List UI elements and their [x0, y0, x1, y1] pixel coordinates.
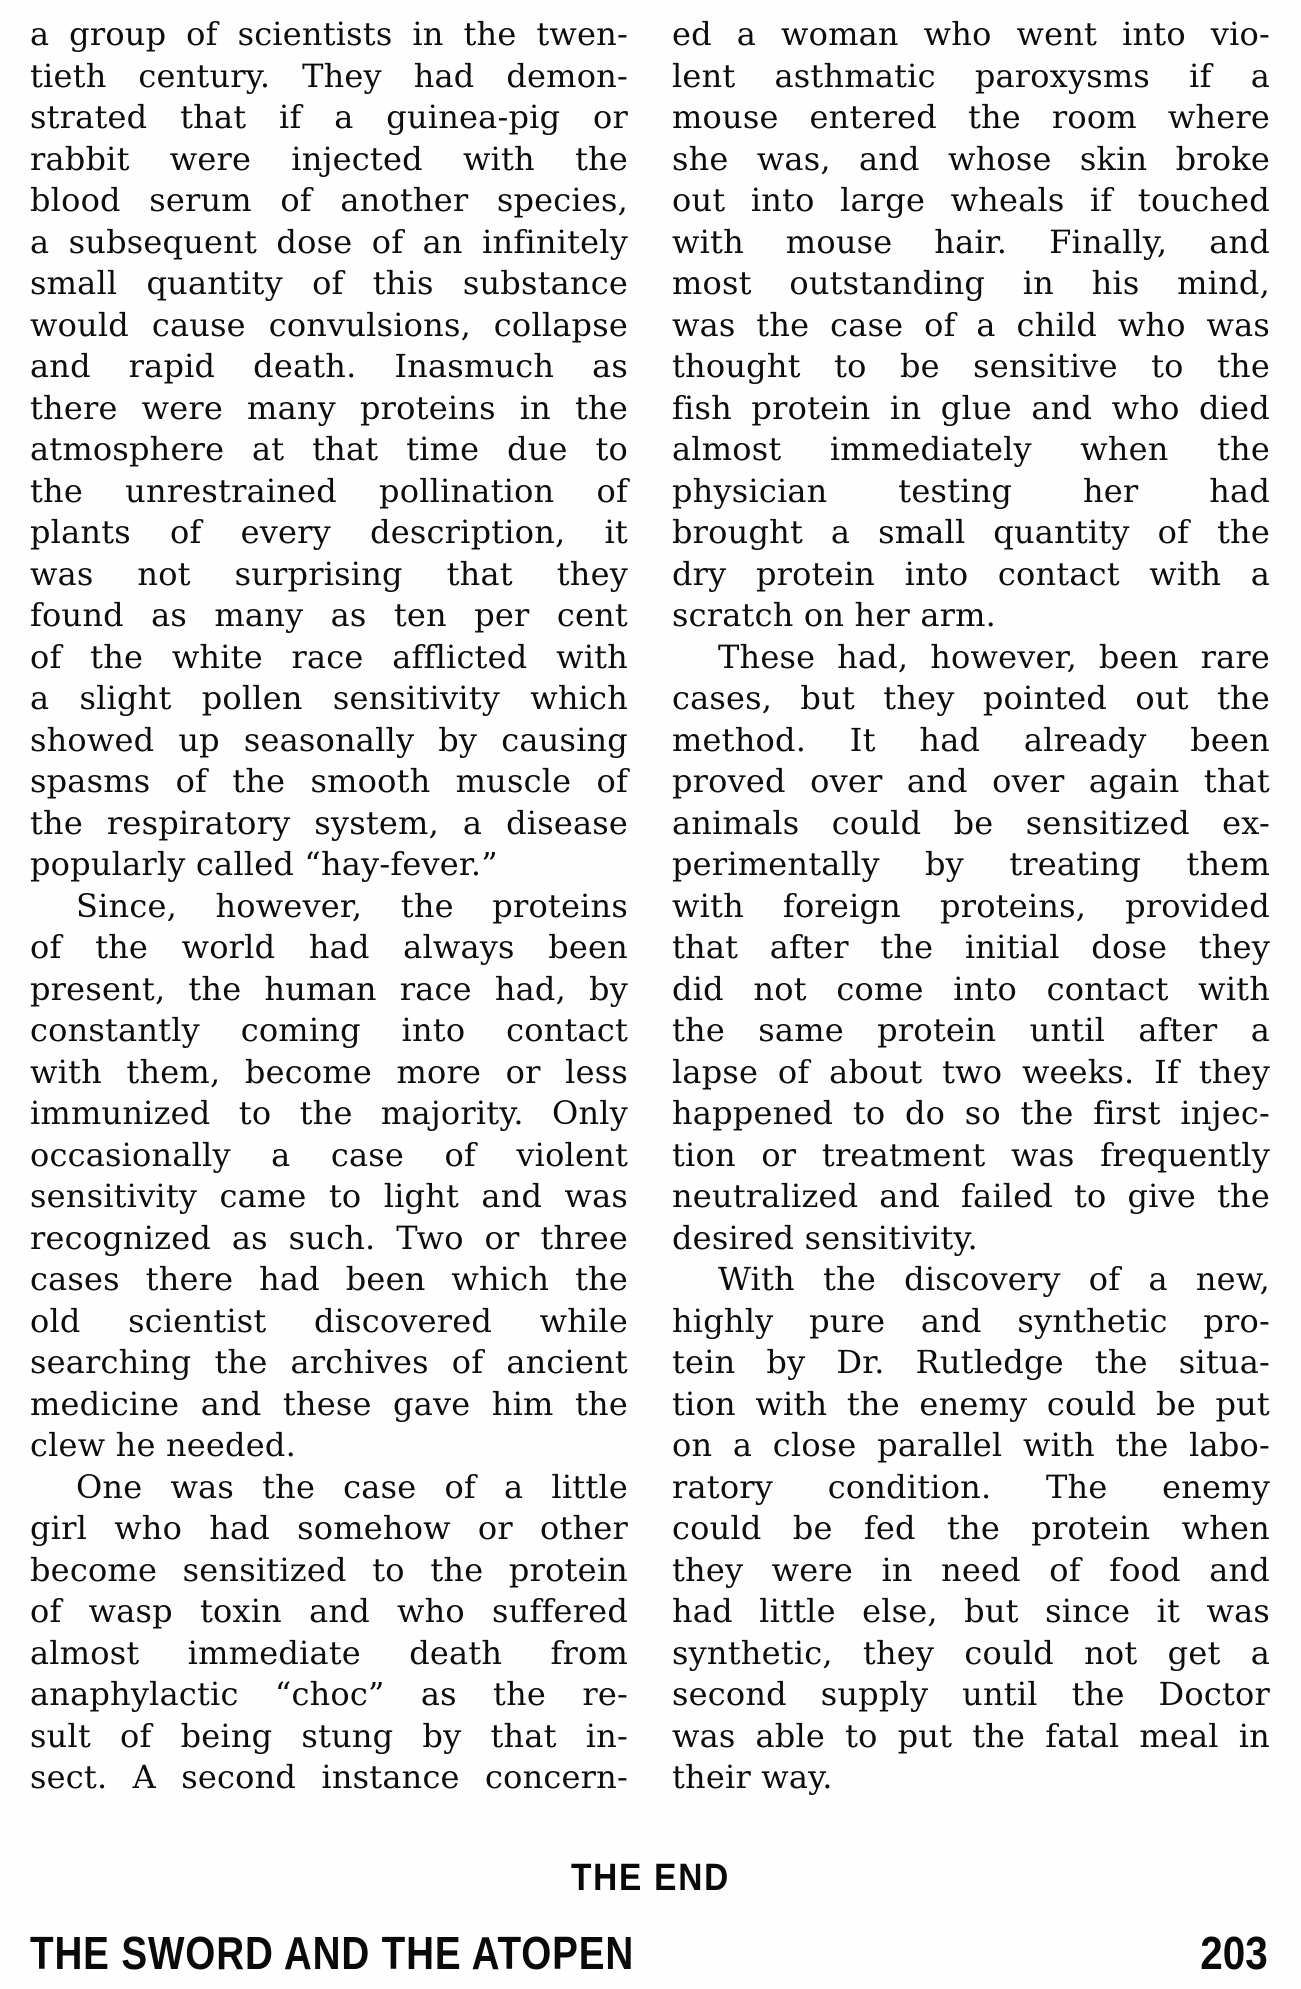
text-line: small quantity of this substance [30, 264, 628, 302]
text-line: tein by Dr. Rutledge the situa- [672, 1343, 1270, 1381]
text-line: sult of being stung by that in- [30, 1716, 628, 1755]
text-line: occasionally a case of violent [30, 1135, 628, 1174]
text-line: a subsequent dose of an infinitely [30, 222, 628, 261]
text-line: blood serum of another species, [30, 181, 628, 219]
text-line: their way. [672, 1758, 833, 1796]
text-line: perimentally by treating them [672, 845, 1270, 883]
text-line: spasms of the smooth muscle of [30, 762, 628, 800]
text-line: found as many as ten per cent [30, 596, 628, 634]
text-line: almost immediately when the [672, 430, 1270, 468]
text-line: fish protein in glue and who died [672, 388, 1270, 427]
text-line: the same protein until after a [672, 1011, 1270, 1049]
text-line: brought a small quantity of the [672, 513, 1270, 551]
text-line: and rapid death. Inasmuch as [30, 347, 628, 385]
text-line: method. It had already been [672, 720, 1270, 759]
text-line: with foreign proteins, provided [672, 886, 1270, 925]
text-line: scratch on her arm. [672, 596, 997, 634]
text-line: constantly coming into contact [30, 1011, 628, 1049]
text-line: lapse of about two weeks. If they [672, 1052, 1270, 1091]
text-line: One was the case of a little [76, 1467, 628, 1506]
text-line: the unrestrained pollination of [30, 471, 628, 510]
text-line: lent asthmatic paroxysms if a [672, 56, 1270, 95]
text-line: almost immediate death from [30, 1633, 628, 1672]
text-line: that after the initial dose they [672, 928, 1270, 966]
text-column-left [30, 14, 628, 1799]
text-line: thought to be sensitive to the [672, 347, 1270, 385]
text-line: become sensitized to the protein [30, 1550, 628, 1589]
text-line: did not come into contact with [672, 969, 1270, 1008]
text-line: mouse entered the room where [672, 98, 1270, 136]
text-line: proved over and over again that [672, 762, 1270, 800]
text-line: plants of every description, it [30, 513, 628, 551]
text-line: desired sensitivity. [672, 1218, 978, 1257]
text-line: out into large wheals if touched [672, 181, 1270, 219]
text-line: they were in need of food and [672, 1550, 1270, 1589]
text-line: sect. A second instance concern- [30, 1758, 628, 1796]
text-line: searching the archives of ancient [30, 1343, 628, 1381]
page-footer [30, 1927, 1268, 1979]
text-line: atmosphere at that time due to [30, 430, 628, 468]
text-line: With the discovery of a new, [718, 1260, 1270, 1298]
story-end-marker: THE END [570, 1856, 731, 1899]
page-number: 203 [1200, 1927, 1268, 1979]
text-line: These had, however, been rare [718, 637, 1270, 676]
text-line: could be fed the protein when [672, 1509, 1270, 1547]
text-line: second supply until the Doctor [672, 1675, 1270, 1713]
text-line: was able to put the fatal meal in [672, 1716, 1270, 1755]
text-line: anaphylactic “choc” as the re- [30, 1675, 628, 1713]
text-line: immunized to the majority. Only [30, 1094, 628, 1132]
text-line: would cause convulsions, collapse [30, 305, 628, 344]
text-line: tion with the enemy could be put [672, 1384, 1270, 1423]
text-line: physician testing her had [672, 471, 1270, 510]
text-line: neutralized and failed to give the [672, 1177, 1270, 1215]
text-line: showed up seasonally by causing [30, 720, 628, 759]
text-line: of the world had always been [30, 928, 628, 966]
text-line: clew he needed. [30, 1426, 296, 1464]
text-line: with them, become more or less [30, 1052, 628, 1091]
text-line: Since, however, the proteins [76, 886, 628, 925]
text-line: with mouse hair. Finally, and [672, 222, 1270, 261]
text-line: was not surprising that they [30, 554, 628, 593]
text-line: dry protein into contact with a [672, 554, 1270, 593]
text-line: happened to do so the first injec- [672, 1094, 1270, 1132]
text-line: girl who had somehow or other [30, 1509, 628, 1547]
text-line: highly pure and synthetic pro- [672, 1301, 1270, 1340]
text-line: rabbit were injected with the [30, 139, 628, 178]
text-line: most outstanding in his mind, [672, 264, 1270, 302]
text-line: had little else, but since it was [672, 1592, 1270, 1630]
running-title: THE SWORD AND THE ATOPEN [30, 1927, 635, 1979]
text-line: on a close parallel with the labo- [672, 1426, 1270, 1464]
text-line: ed a woman who went into vio- [672, 15, 1270, 53]
text-line: animals could be sensitized ex- [672, 803, 1270, 842]
text-line: recognized as such. Two or three [30, 1218, 628, 1257]
text-line: there were many proteins in the [30, 388, 628, 427]
text-line: present, the human race had, by [30, 969, 628, 1008]
text-line: cases there had been which the [30, 1260, 628, 1298]
text-line: the respiratory system, a disease [30, 803, 628, 842]
text-line: old scientist discovered while [30, 1301, 628, 1340]
text-line: popularly called “hay-fever.” [30, 845, 498, 883]
text-line: was the case of a child who was [672, 305, 1270, 344]
text-line: synthetic, they could not get a [672, 1633, 1270, 1672]
text-line: tieth century. They had demon- [30, 56, 628, 95]
text-line: tion or treatment was frequently [672, 1135, 1270, 1174]
text-line: strated that if a guinea-pig or [30, 98, 628, 136]
text-line: she was, and whose skin broke [672, 139, 1270, 178]
text-line: ratory condition. The enemy [672, 1467, 1270, 1506]
text-line: cases, but they pointed out the [672, 679, 1270, 717]
text-line: sensitivity came to light and was [30, 1177, 628, 1215]
text-line: a group of scientists in the twen- [30, 15, 628, 53]
text-column-right [672, 14, 1270, 1799]
text-line: of the white race afflicted with [30, 637, 628, 676]
text-line: a slight pollen sensitivity which [30, 679, 628, 717]
text-line: of wasp toxin and who suffered [30, 1592, 628, 1630]
text-line: medicine and these gave him the [30, 1384, 628, 1423]
